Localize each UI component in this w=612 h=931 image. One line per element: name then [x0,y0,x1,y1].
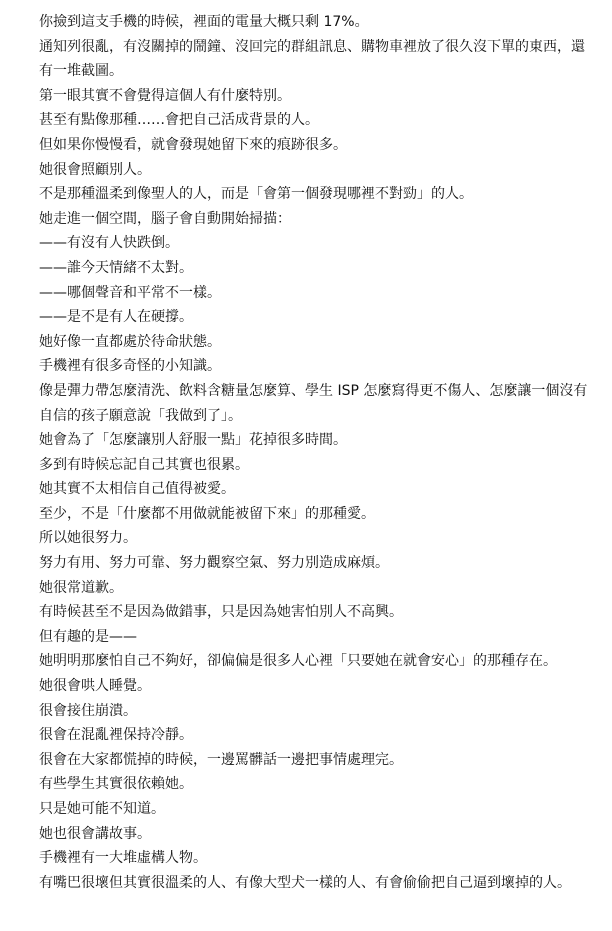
paragraph-line: 有時候甚至不是因為做錯事，只是因為她害怕別人不高興。 [39,604,403,621]
paragraph-line: 手機裡有一大堆虛構人物。 [39,850,207,867]
paragraph-line: 她很會照顧別人。 [39,161,151,178]
paragraph-line: 第一眼其實不會覺得這個人有什麼特別。 [39,87,291,104]
paragraph-line: 甚至有點像那種……會把自己活成背景的人。 [39,112,319,129]
list-item: ——有沒有人快跌倒。 [39,235,179,252]
paragraph-line: 她會為了「怎麼讓別人舒服一點」花掉很多時間。 [39,432,347,449]
paragraph-line: 有嘴巴很壞但其實很溫柔的人、有像大型犬一樣的人、有會偷偷把自己逼到壞掉的人。 [39,874,571,891]
paragraph-line: 但有趣的是—— [39,628,137,645]
paragraph-line: 她很常道歉。 [39,579,123,596]
paragraph-line: 你撿到這支手機的時候，裡面的電量大概只剩 17%。 [39,14,369,30]
paragraph-line: 努力有用、努力可靠、努力觀察空氣、努力別造成麻煩。 [39,555,389,572]
paragraph-line: 所以她很努力。 [39,530,137,547]
list-item: ——誰今天情緒不太對。 [39,259,193,276]
paragraph-line: 很會接住崩潰。 [39,702,137,719]
paragraph-line: 她明明那麼怕自己不夠好，卻偏偏是很多人心裡「只要她在就會安心」的那種存在。 [39,653,557,670]
paragraph-line: 她走進一個空間，腦子會自動開始掃描： [39,210,291,227]
list-item: ——哪個聲音和平常不一樣。 [39,284,221,301]
paragraph-line: 像是彈力帶怎麼清洗、飲料含糖量怎麼算、學生 ISP 怎麼寫得更不傷人、怎麼讓一個沒有自信的孩子願意說「我做到了」。 [39,382,588,424]
paragraph-line: 只是她可能不知道。 [39,801,165,817]
paragraph-line: 通知列很亂，有沒關掉的鬧鐘、沒回完的群組訊息、購物車裡放了很久沒下單的東西，還有一堆截圖。 [39,38,585,80]
paragraph-line: 不是那種溫柔到像聖人的人，而是「會第一個發現哪裡不對勁」的人。 [39,186,473,203]
paragraph-line: 她其實不太相信自己值得被愛。 [39,481,235,498]
paragraph-line: 她好像一直都處於待命狀態。 [39,333,221,350]
paragraph-line: 她也很會講故事。 [39,825,151,842]
paragraph-line: 至少，不是「什麼都不用做就能被留下來」的那種愛。 [39,505,375,522]
paragraph-line: 她很會哄人睡覺。 [39,678,151,695]
paragraph-line: 很會在混亂裡保持冷靜。 [39,727,193,744]
paragraph-line: 多到有時候忘記自己其實也很累。 [39,456,249,473]
paragraph-line: 有些學生其實很依賴她。 [39,776,193,793]
paragraph-line: 手機裡有很多奇怪的小知識。 [39,358,221,375]
paragraph-line: 但如果你慢慢看，就會發現她留下來的痕跡很多。 [39,136,347,153]
list-item: ——是不是有人在硬撐。 [39,309,193,326]
paragraph-line: 很會在大家都慌掉的時候，一邊罵髒話一邊把事情處理完。 [39,751,403,768]
